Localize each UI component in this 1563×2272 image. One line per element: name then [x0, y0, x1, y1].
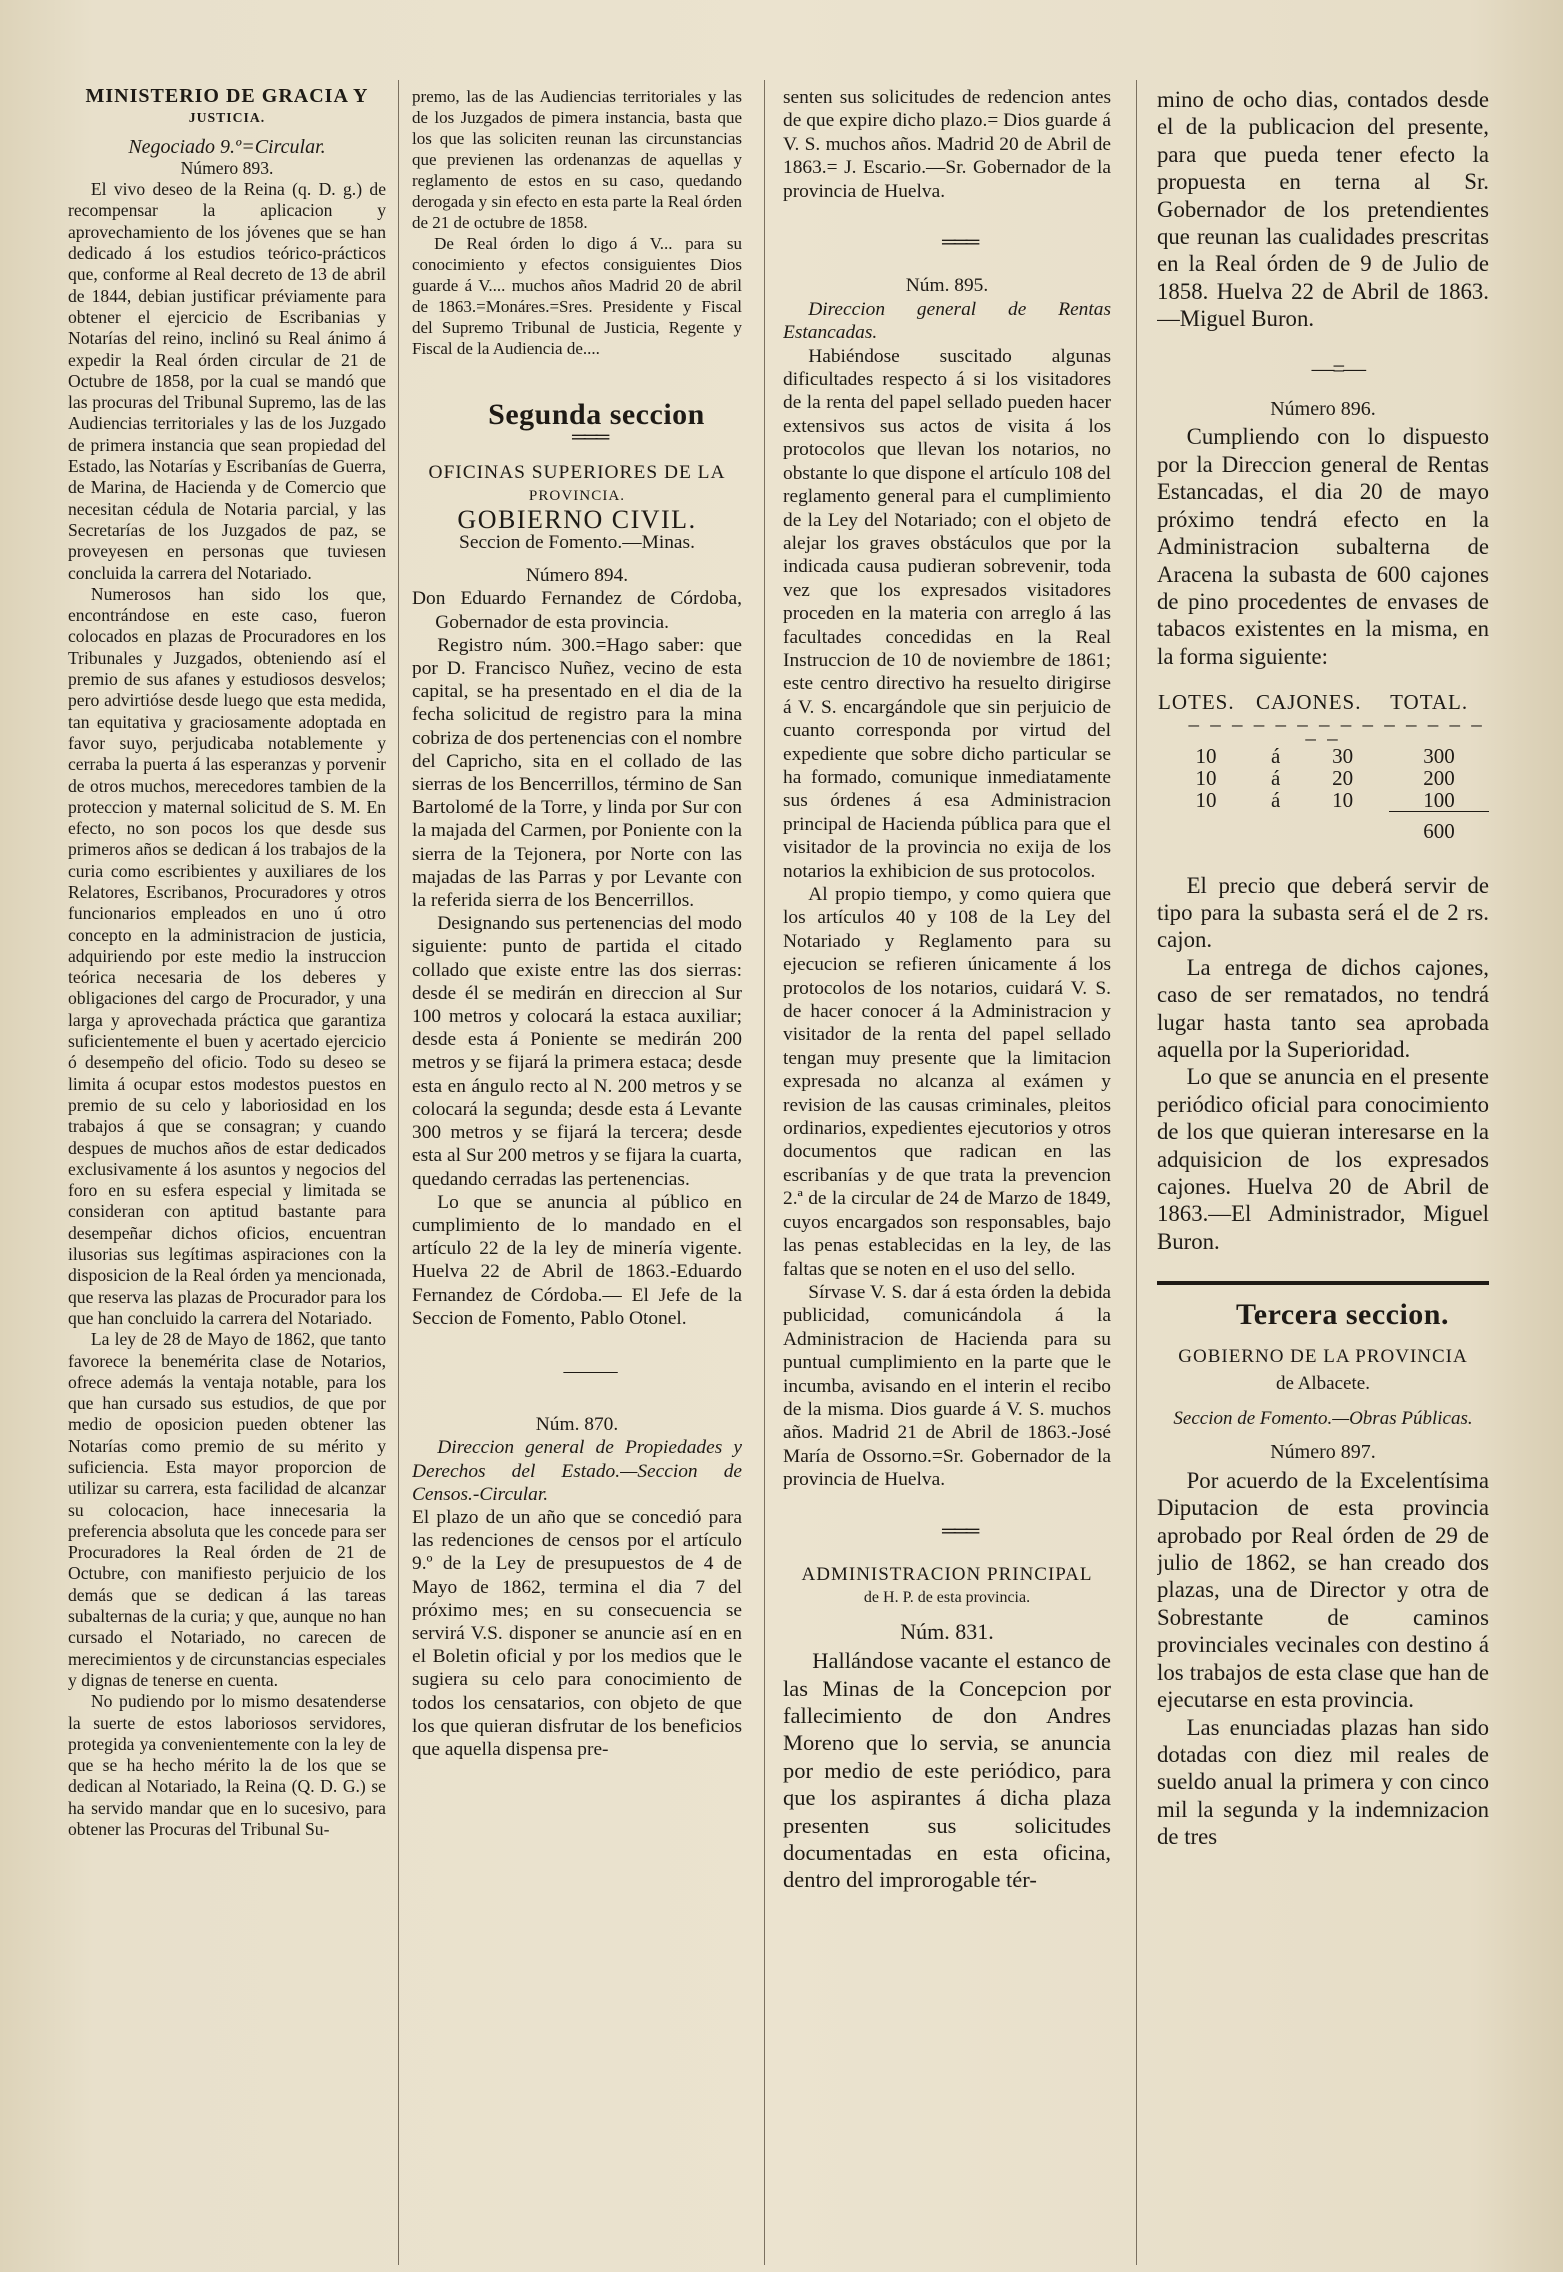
paragraph: Numerosos han sido los que, encontrándose en este caso, fueron colocados en plazas de Procuradores en los Tribunales y Juzgados, obteniendo así el premio de sus afanes y estudiosos desvelos; pero advirtióse desde luego que esta medida, tan equitativa y graciosamente adoptada en favor suyo, perjudicaba notablemente y cerraba la puerta á las esperanzas y porvenir de otros muchos, merecedores tambien de la proteccion y maternal solicitud de S. M. En efecto, no son pocos los que desde sus primeros años se dedican á los trabajos de la curia como escribientes y auxiliares de los Relatores, Escribanos, Procuradores y otros funcionarios empleados en uno ú otro concepto en la administracion de justicia, adquiriendo por este medio la instruccion teórica necesaria de los deberes y obligaciones del cargo de Procurador, y una larga y aprovechada práctica que garantiza suficientemente el buen y acertado ejercicio ó desempeño del oficio. Todo su deseo se limita á ocupar estos modestos puestos en premio de su celo y laboriosidad en los trabajos á que se consagran; y cuando despues de muchos años de estar dedicados exclusivamente á los asuntos y negocios del foro en su esfera especial y limitada se consideran con aptitud bastante para desempeñar dichos oficios, encuentran ilusorias sus legítimas aspiraciones con la disposicion de la Real órden ya mencionada, que reserva las plazas de Procurador para los que han concluido la carrera del Notariado.	[68, 583, 386, 1328]
ornament-divider: ═══	[942, 232, 978, 254]
section-rule	[1157, 1281, 1489, 1285]
lots-table	[1157, 688, 1489, 841]
paragraph: El plazo de un año que se concedió para las redenciones de censos por el artículo 9.º de la Ley de presupuestos de 4 de Mayo de 1862, termina el dia 7 del próximo mes; en su consecuencia se servirá V.S. disponer se anuncie así en en el Boletin oficial y por los medios que le sugiera su celo para conocimiento de todos los censatarios, con objeto de que los que quieran disfrutar de los beneficios que aquella dispensa pre-	[412, 1506, 742, 1760]
table-cell: á	[1270, 787, 1281, 812]
offices-title: OFICINAS SUPERIORES DE LA	[428, 462, 726, 484]
table-cell: 30	[1332, 743, 1354, 768]
ministry-subtitle: JUSTICIA.	[188, 110, 266, 126]
column-2	[412, 86, 742, 2256]
table-header: LOTES.	[1158, 690, 1235, 715]
column-4	[1157, 86, 1489, 2256]
governor-line: Don Eduardo Fernandez de Córdoba, Gobernador de esta provincia.	[412, 588, 742, 633]
column-rule	[1136, 80, 1137, 2265]
paragraph: mino de ocho dias, contados desde el de la publicacion del presente, para que pueda tener efecto la propuesta en terna al Sr. Gobernador de los pretendientes que reunan las cualidades prescritas en la Real órden de 9 de Julio de 1858. Huelva 22 de Abril de 1863.—Miguel Buron.	[1157, 87, 1489, 332]
paragraph: Designando sus pertenencias del modo siguiente: punto de partida el citado collado que existe entre las dos sierras: desde él se medirán en direccion al Sur 100 metros y colocará la estaca auxiliar; desde esta á Poniente se medirán 200 metros y se fijará la primera estaca; desde esta en ángulo recto al N. 200 metros y se colocará la segunda; desde esta á Levante 300 metros y se fijará la tercera; desde esta al Sur 200 metros y se fijara la cuarta, quedando cerradas las pertenencias.	[412, 913, 742, 1190]
offices-subtitle: PROVINCIA.	[528, 487, 626, 504]
section-title: Tercera seccion.	[1236, 1298, 1449, 1332]
number-heading: Núm. 831.	[900, 1618, 994, 1644]
gobierno-subtitle: de Albacete.	[1276, 1373, 1370, 1395]
table-cell: á	[1270, 765, 1281, 790]
ministry-title: MINISTERIO DE GRACIA Y	[85, 86, 369, 107]
table-cell: 300	[1423, 743, 1455, 768]
ornament-divider: ═══	[572, 427, 608, 449]
paragraph: senten sus solicitudes de redencion antes de que expire dicho plazo.= Dios guarde á V. S. muchos años. Madrid 20 de Abril de 1863.= J. Escario.—Sr. Gobernador de la provincia de Huelva.	[783, 87, 1111, 202]
ornament-divider: ———	[563, 1360, 616, 1382]
paragraph: Por acuerdo de la Excelentísima Diputacion de esta provincia aprobado por Real órden de 29 de julio de 1862, se han creado dos plazas, una de Director y otra de Sobrestante de caminos provinciales vecinales con destino á los trabajos de esta clase que han de ejecutarse en esta provincia.	[1157, 1467, 1489, 1713]
gobierno-title: GOBIERNO DE LA PROVINCIA	[1178, 1345, 1468, 1367]
table-cell: á	[1270, 743, 1281, 768]
subsection-heading: Seccion de Fomento.—Minas.	[459, 532, 695, 554]
paragraph: Al propio tiempo, y como quiera que los artículos 40 y 108 de la Ley del Notariado y Reglamento para su ejecucion se refieren únicamente á los protocolos de los notarios, cuidará V. S. de hacer conocer á la Administracion y visitador de la renta del papel sellado tengan muy presente que la limitacion expresada no alcanza al exámen y revision de las causas criminales, pleitos ordinarios, expedientes ejecutorios y otros documentos que radican en las escribanías y de que trata la prevencion 2.ª de la circular de 24 de Marzo de 1849, cuyos encargados son responsables, bajo las penas establecidas en la ley, de las faltas que se noten en el uso del sello.	[783, 884, 1111, 1280]
ornament-divider: ═══	[942, 1520, 978, 1542]
gobierno-heading: GOBIERNO CIVIL.	[457, 504, 697, 534]
ornament-divider: —=—	[1311, 355, 1365, 381]
column-1	[68, 86, 386, 2256]
number-heading: Número 896.	[1270, 398, 1376, 421]
paragraph: La entrega de dichos cajones, caso de ser rematados, no tendrá lugar hasta tanto sea aprobada aquella por la Superioridad.	[1157, 954, 1489, 1062]
table-header: CAJONES.	[1256, 690, 1362, 715]
column-rule	[398, 80, 399, 2265]
paragraph: Sírvase V. S. dar á esta órden la debida publicidad, comunicándola á la Administracion de Hacienda para su puntual cumplimiento en la parte que le incumba, avisando en el interin el recibo de la misma. Dios guarde á V. S. muchos años. Madrid 21 de Abril de 1863.-José María de Ossorno.=Sr. Gobernador de la provincia de Huelva.	[783, 1281, 1111, 1491]
paragraph: Hallándose vacante el estanco de las Minas de la Concepcion por fallecimiento de don Andres Moreno que lo servia, se anuncia por medio de este periódico, para que los aspirantes á dicha plaza presenten sus solicitudes documentadas en esta oficina, dentro del improrogable tér-	[783, 1648, 1111, 1893]
paragraph: De Real órden lo digo á V... para su conocimiento y efectos consiguientes Dios guarde á V.... muchos años Madrid 20 de abril de 1863.=Monáres.=Sres. Presidente y Fiscal del Supremo Tribunal de Justicia, Regente y Fiscal de la Audiencia de....	[412, 234, 742, 358]
paragraph: Las enunciadas plazas han sido dotadas con diez mil reales de sueldo anual la primera y con cinco mil la segunda y la indemnizacion de tres	[1157, 1714, 1489, 1850]
table-rule: – – – – – – – – – – – – – – – –	[1188, 711, 1485, 750]
number-heading: Núm. 870.	[535, 1414, 619, 1436]
subsection-heading: Seccion de Fomento.—Obras Públicas.	[1173, 1408, 1473, 1430]
table-row	[1157, 767, 1489, 789]
table-total: 600	[1389, 811, 1489, 842]
number-heading: Número 897.	[1270, 1441, 1376, 1464]
table-cell: 10	[1195, 765, 1217, 790]
number-heading: Número 893.	[180, 157, 274, 178]
admin-subtitle: de H. P. de esta provincia.	[863, 1589, 1031, 1607]
table-cell: 10	[1195, 743, 1217, 768]
number-heading: Número 894.	[525, 565, 629, 587]
direccion-heading: Direccion general de Propiedades y Derechos del Estado.—Seccion de Censos.-Circular.	[412, 1437, 742, 1505]
direccion-heading: Direccion general de Rentas Estancadas.	[783, 298, 1111, 344]
paragraph: Lo que se anuncia al público en cumplimiento de lo mandado en el artículo 22 de la ley de minería vigente. Huelva 22 de Abril de 1863.-Eduardo Fernandez de Córdoba.— El Jefe de la Seccion de Fomento, Pablo Otonel.	[412, 1191, 742, 1329]
table-cell: 200	[1423, 765, 1455, 790]
paragraph: premo, las de las Audiencias territoriales y las de los Juzgados de pimera instancia, basta que los que las soliciten reunan las circunstancias que previenen las ordenanzas de aquellas y reglamento de estos en su caso, quedando derogada y sin efecto en esta parte la Real órden de 21 de octubre de 1858.	[412, 87, 742, 232]
paragraph: Registro núm. 300.=Hago saber: que por D. Francisco Nuñez, vecino de esta capital, se ha presentado en el dia de la fecha solicitud de registro para la mina cobriza de dos pertenencias con el nombre del Capricho, sita en el collado de las sierras de los Bencerrillos, término de San Bartolomé de la Torre, y linda por Sur con la majada del Carmen, por Poniente con la sierra de la Tejonera, por Norte con las majadas de las Parras y por Levante con la referida sierra de los Bencerrillos.	[412, 634, 742, 912]
table-cell: 10	[1332, 787, 1354, 812]
paragraph: El precio que deberá servir de tipo para la subasta será el de 2 rs. cajon.	[1157, 872, 1489, 953]
table-header: TOTAL.	[1390, 690, 1469, 715]
section-title: Segunda seccion	[488, 398, 705, 431]
paragraph: Habiéndose suscitado algunas dificultades respecto á si los visitadores de la renta del papel sellado pueden hacer extensivos sus actos de visita á los protocolos que llevan los notarios, no obstante lo que dispone el artículo 108 del reglamento general para el cumplimiento de la Ley del Notariado; con el objeto de alejar los graves obstáculos que por la indicada causa pudieran sobrevenir, toda vez que los expresados visitadores proceden en la materia con arreglo á las facultades concedidas en la Real Instruccion de 10 de noviembre de 1861; este centro directivo ha resuelto dirigirse á V. S. encargándole que sin perjuicio de cuanto corresponda por virtud del expediente que sobre dicho particular se ha formado, comunique inmediatamente sus órdenes á esa Administracion principal de Hacienda pública para que el visitador de la provincia no exija de los notarios la exhibicion de sus protocolos.	[783, 345, 1111, 882]
number-heading: Núm. 895.	[905, 275, 989, 297]
table-cell: 20	[1332, 765, 1354, 790]
table-cell: 10	[1195, 787, 1217, 812]
table-row	[1157, 789, 1489, 812]
paragraph: La ley de 28 de Mayo de 1862, que tanto favorece la benemérita clase de Notarios, ofrece además la ventaja notable, para los que han cursado sus estudios, de que por medio de oposicion pueden obtener las Notarías como premio de su mérito y suficiencia. Esta mayor proporcion de utilizar su carrera, esta facilidad de alcanzar su colocacion, hace innecesaria la preferencia absoluta que les concede para ser Procuradores la Real órden de 21 de Octubre, con manifiesto perjuicio de los demás que se dedican á las tareas subalternas de la curia; y que, aunque no han cursado el Notariado, no carecen de merecimientos y de circunstancias especiales y dignas de tenerse en cuenta.	[68, 1329, 386, 1690]
negociado-heading: Negociado 9.º=Circular.	[128, 135, 326, 158]
admin-title: ADMINISTRACION PRINCIPAL	[801, 1563, 1093, 1585]
paragraph: Cumpliendo con lo dispuesto por la Direccion general de Rentas Estancadas, el dia 20 de mayo próximo tendrá efecto en la Administracion subalterna de Aracena la subasta de 600 cajones de pino procedentes de envases de tabacos existentes en la misma, en la forma siguiente:	[1157, 424, 1489, 669]
paragraph: No pudiendo por lo mismo desatenderse la suerte de estos laboriosos servidores, protegida ya convenientemente con la ley de que se ha hecho mérito la de los que se dedican al Notariado, la Reina (Q. D. G.) se ha servido mandar que en lo sucesivo, para obtener las Procuras del Tribunal Su-	[68, 1691, 386, 1840]
column-rule	[764, 80, 765, 2265]
table-cell: 100	[1423, 787, 1455, 812]
column-3	[783, 86, 1111, 2256]
paragraph: Lo que se anuncia en el presente periódico oficial para conocimiento de los que quieran interesarse en la adquisicion de los expresados cajones. Huelva 20 de Abril de 1863.—El Administrador, Miguel Buron.	[1157, 1064, 1489, 1254]
paragraph: El vivo deseo de la Reina (q. D. g.) de recompensar la aplicacion y aprovechamiento de los jóvenes que se han dedicado á los estudios teórico-prácticos que, conforme al Real decreto de 13 de abril de 1844, debian justificar préviamente para obtener el ejercicio de Escribanias y Notarías del reino, inclinó su Real ánimo á expedir la Real órden circular de 21 de Octubre de 1858, por la cual se mandó que las procuras del Tribunal Supremo, las de las Audiencias territoriales y las de los Juzgado de primera instancia que sean propiedad del Estado, las Notarías y Escribanías de Guerra, de Marina, de Hacienda y de Comercio que necesitan cédula de Notaria parcial, y las Secretarías de los Juzgados de paz, se proveyesen en personas que tuviesen concluida la carrera del Notariado.	[68, 179, 386, 583]
